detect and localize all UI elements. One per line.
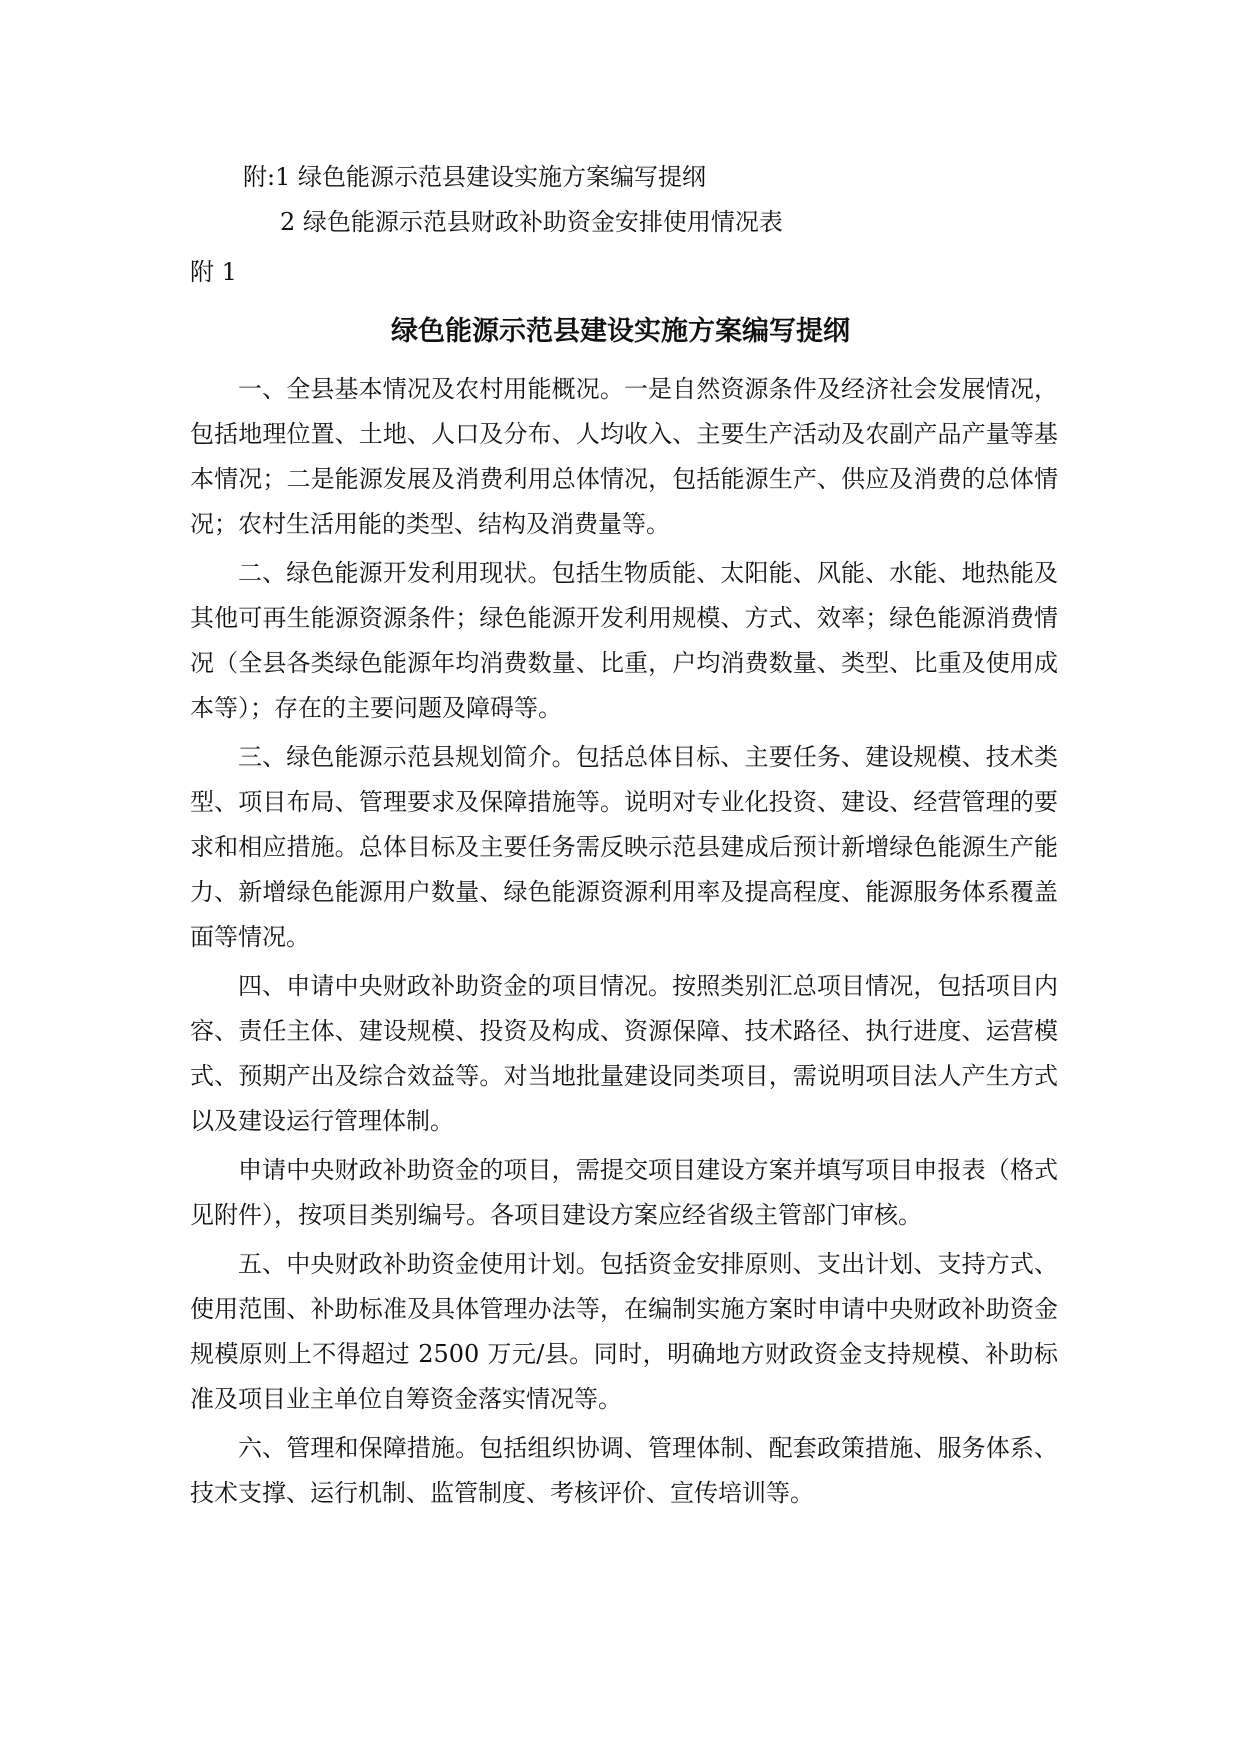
paragraph-6: 五、中央财政补助资金使用计划。包括资金安排原则、支出计划、支持方式、使用范围、补助标准及具体管理办法等，在编制实施方案时申请中央财政补助资金规模原则上不得超过 2500 万元/县。同时，明确地方财政资金支持规模、补助标准及项目业主单位自筹资金落实情况等。 [190,1250,1058,1413]
attachment-label: 附 1 [190,258,237,286]
paragraph-4: 四、申请中央财政补助资金的项目情况。按照类别汇总项目情况，包括项目内容、责任主体、建设规模、投资及构成、资源保障、技术路径、执行进度、运营模式、预期产出及综合效益等。对当地批量建设同类项目，需说明项目法人产生方式以及建设运行管理体制。 [190,972,1058,1135]
document-title: 绿色能源示范县建设实施方案编写提纲 [391,316,850,347]
attachment-line-1: 附:1 绿色能源示范县建设实施方案编写提纲 [243,163,706,191]
paragraph-5: 申请中央财政补助资金的项目，需提交项目建设方案并填写项目申报表（格式见附件），按项目类别编号。各项目建设方案应经省级主管部门审核。 [190,1156,1058,1229]
paragraph-7: 六、管理和保障措施。包括组织协调、管理体制、配套政策措施、服务体系、技术支撑、运行机制、监管制度、考核评价、宣传培训等。 [190,1434,1058,1507]
paragraph-1: 一、全县基本情况及农村用能概况。一是自然资源条件及经济社会发展情况，包括地理位置、土地、人口及分布、人均收入、主要生产活动及农副产品产量等基本情况；二是能源发展及消费利用总体情况，包括能源生产、供应及消费的总体情况；农村生活用能的类型、结构及消费量等。 [190,375,1058,538]
paragraph-2: 二、绿色能源开发利用现状。包括生物质能、太阳能、风能、水能、地热能及其他可再生能源资源条件；绿色能源开发利用规模、方式、效率；绿色能源消费情况（全县各类绿色能源年均消费数量、比重，户均消费数量、类型、比重及使用成本等）；存在的主要问题及障碍等。 [190,559,1058,722]
document-body [190,367,1058,1520]
attachment-line-2: 2 绿色能源示范县财政补助资金安排使用情况表 [280,208,783,236]
paragraph-3: 三、绿色能源示范县规划简介。包括总体目标、主要任务、建设规模、技术类型、项目布局、管理要求及保障措施等。说明对专业化投资、建设、经营管理的要求和相应措施。总体目标及主要任务需反映示范县建成后预计新增绿色能源生产能力、新增绿色能源用户数量、绿色能源资源利用率及提高程度、能源服务体系覆盖面等情况。 [190,743,1058,951]
